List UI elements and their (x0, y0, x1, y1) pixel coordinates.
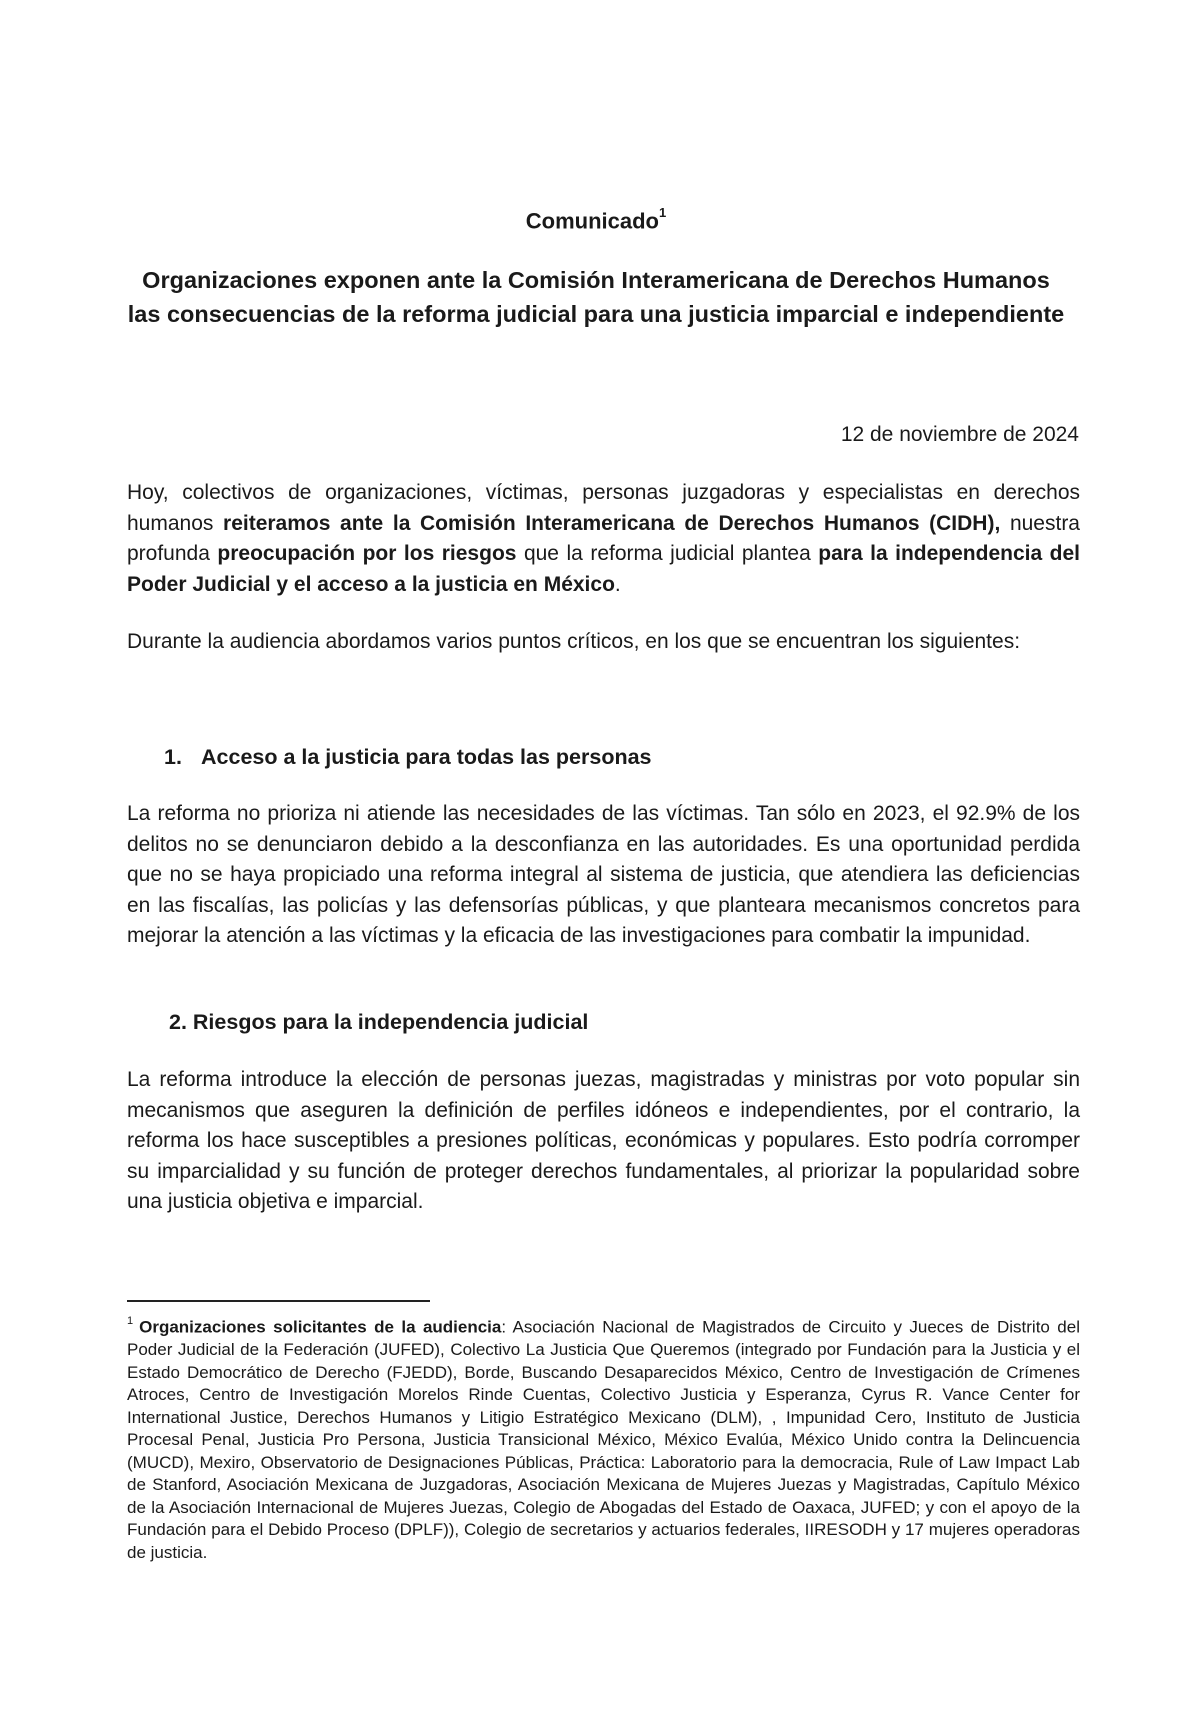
label-text: Comunicado (525, 208, 659, 234)
document-date: 12 de noviembre de 2024 (840, 423, 1079, 446)
section-1-heading (164, 745, 652, 770)
intro-text-1: Hoy, colectivos de organizaciones, víctimas, personas juzgadoras y especialistas en derechos humanos (127, 481, 1080, 535)
document-label (0, 205, 1192, 234)
intro-paragraph (127, 478, 1080, 600)
intro-text-4: . (614, 572, 621, 596)
section-1-paragraph: La reforma no prioriza ni atiende las necesidades de las víctimas. Tan sólo en 2023, el 92.9% de los delitos no se denunciaron debido a la desconfianza en las autoridades. Es una oportunidad perdida que no se haya propiciado una reforma integral al sistema de justicia, que atendiera las deficiencias en las fiscalías, las policías y las defensorías públicas, y que planteara mecanismos concretos para mejorar la atención a las víctimas y la eficacia de las investigaciones para combatir la impunidad. (127, 802, 1080, 947)
footnote-text: : Asociación Nacional de Magistrados de Circuito y Jueces de Distrito del Poder Judicial de la Federación (JUFED), Colectivo La Justicia Que Queremos (integrado por Fundación para la Justicia y el Estado Democrático de Derecho (FJEDD), Borde, Buscando Desaparecidos México, Centro de Investigación de Crímenes Atroces, Centro de Investigación Morelos Rinde Cuentas, Colectivo Justicia y Esperanza, Cyrus R. Vance Center for International Justice, Derechos Humanos y Litigio Estratégico Mexicano (DLM), , Impunidad Cero, Instituto de Justicia Procesal Penal, Justicia Pro Persona, Justicia Transicional México, México Evalúa, México Unido contra la Delincuencia (MUCD), Mexiro, Observatorio de Designaciones Públicas, Práctica: Laboratorio para la democracia, Rule of Law Impact Lab de Stanford, Asociación Mexicana de Juzgadoras, Asociación Mexicana de Mujeres Juezas y Magistradas, Capítulo México de la Asociación Internacional de Mujeres Juezas, Colegio de Abogadas del Estado de Oaxaca, JUFED; y con el apoyo de la Fundación para el Debido Proceso (DPLF)), Colegio de secretarios y actuarios federales, IIRESODH y 17 mujeres operadoras de justicia. (127, 1317, 1080, 1562)
footnote-divider (127, 1300, 430, 1302)
footnote-lead: Organizaciones solicitantes de la audiencia (139, 1317, 502, 1337)
intro-text-2: nuestra profunda (127, 511, 1080, 565)
section-2-heading: 2. Riesgos para la independencia judicial (169, 1010, 589, 1034)
intro-bold-1: reiteramos ante la Comisión Interamericana de Derechos Humanos (CIDH), (223, 511, 1001, 535)
footnote-number: 1 (127, 1315, 134, 1327)
document-title: Organizaciones exponen ante la Comisión Interamericana de Derechos Humanos las consecuencias de la reforma judicial para una justicia imparcial e independiente (127, 267, 1065, 327)
footnote (127, 1312, 1080, 1564)
footnote-reference[interactable]: 1 (659, 205, 667, 220)
section-1-title: Acceso a la justicia para todas las personas (201, 745, 652, 769)
intro-bold-3: para la independencia del Poder Judicial y el acceso a la justicia en México (127, 542, 1080, 596)
hearing-paragraph: Durante la audiencia abordamos varios puntos críticos, en los que se encuentran los siguientes: (127, 630, 1021, 653)
section-2-paragraph: La reforma introduce la elección de personas juezas, magistradas y ministras por voto popular sin mecanismos que aseguren la definición de perfiles idóneos e independientes, por el contrario, la reforma los hace susceptibles a presiones políticas, económicas y populares. Esto podría corromper su imparcialidad y su función de proteger derechos fundamentales, al priorizar la popularidad sobre una justicia objetiva e imparcial. (127, 1068, 1080, 1213)
intro-text-3: que la reforma judicial plantea (516, 542, 819, 565)
intro-bold-2: preocupación por los riesgos (217, 542, 517, 565)
section-1-number: 1. (164, 745, 182, 769)
